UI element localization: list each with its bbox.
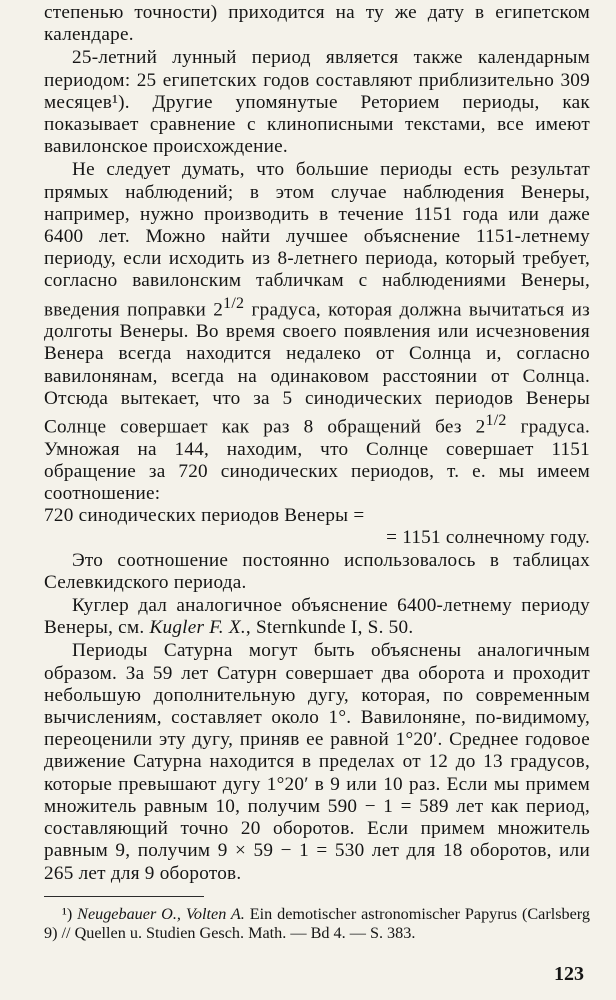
- footnote-text: Ein demotischer astronomischer Papyrus (Carlsberg 9) // Quellen u. Studien Gesch. Math. — Bd 4. — S. 383.: [44, 905, 590, 942]
- footnotes: [44, 896, 590, 943]
- formula-right-text: = 1151 солнечному году.: [386, 527, 590, 549]
- page-number: 123: [554, 963, 584, 985]
- formula-left-text: 720 синодических периодов Венеры =: [44, 505, 365, 527]
- paragraph-5: [44, 595, 590, 639]
- fraction-half: 1/2: [485, 412, 507, 430]
- fraction-half: 1/2: [223, 294, 245, 312]
- paragraph-3-text-a: Не следует думать, что большие периоды есть результат прямых наблюдений; в этом случае наблюдения Венеры, например, нужно производить в течение 1151 года или даже 6400 лет. Можно найти лучшее объяснение 1151-летнему периоду, если исходить из 8-летнего периода, который требует, согласно вавилонским табличкам с наблюдениями Венеры, введения поправки 2: [44, 159, 590, 321]
- footnote-1: [44, 905, 590, 943]
- footnote-divider: [44, 896, 204, 897]
- formula-left: [44, 505, 590, 527]
- main-text: [44, 2, 590, 885]
- paragraph-1: [44, 2, 590, 46]
- paragraph-3-text-c: градуса. Умножая на 144, находим, что Солнце совершает 1151 обращение за 720 синодических периодов, т. е. мы имеем соотношение:: [44, 416, 590, 505]
- footnote-authors: Neugebauer O., Volten A.: [77, 905, 245, 923]
- paragraph-1-text: степенью точности) приходится на ту же дату в египетском календаре.: [44, 2, 590, 46]
- paragraph-3-text-b: градуса, которая должна вычитаться из долготы Венеры. Во время своего появления или исчезновения Венера всегда находится недалеко от Солнца и, согласно вавилонянам, всегда на одинаковом расстоянии от Солнца. Отсюда вытекает, что за 5 синодических периодов Венеры Солнце совершает как раз 8 обращений без 2: [44, 299, 590, 438]
- formula-right: [44, 527, 590, 549]
- paragraph-5-text-b: , Sternkunde I, S. 50.: [245, 617, 414, 639]
- paragraph-6-text: Периоды Сатурна могут быть объяснены аналогичным образом. За 59 лет Сатурн совершает два оборота и проходит небольшую дополнительную дугу, которая, по современным вычислениям, составляет около 1°. Вавилоняне, по-видимому, переоценили эту дугу, приняв ее равной 1°20′. Среднее годовое движение Сатурна находится в пределах от 12 до 13 градусов, которые превышают дугу 1°20′ в 9 или 10 раз. Если мы примем множитель равным 10, получим 590 − 1 = 589 лет как период, составляющий точно 20 оборотов. Если примем множитель равным 9, получим 9 × 59 − 1 = 530 лет для 18 оборотов, или 265 лет для 9 оборотов.: [44, 640, 590, 884]
- author-reference: Kugler F. X.: [149, 617, 246, 639]
- paragraph-5-text-a: Куглер дал аналогичное объяснение 6400-летнему периоду Венеры, см.: [44, 595, 590, 639]
- paragraph-6: [44, 640, 590, 884]
- paragraph-4: [44, 550, 590, 594]
- paragraph-4-text: Это соотношение постоянно использовалось в таблицах Селевкидского периода.: [44, 549, 590, 593]
- paragraph-2: [44, 47, 590, 158]
- paragraph-2-text: 25-летний лунный период является также календарным периодом: 25 египетских годов составляют приблизительно 309 месяцев¹). Другие упомянутые Реторием периоды, как показывает сравнение с клинописными текстами, все имеют вавилонское происхождение.: [44, 47, 590, 158]
- paragraph-3: [44, 159, 590, 505]
- footnote-mark: ¹): [62, 905, 78, 923]
